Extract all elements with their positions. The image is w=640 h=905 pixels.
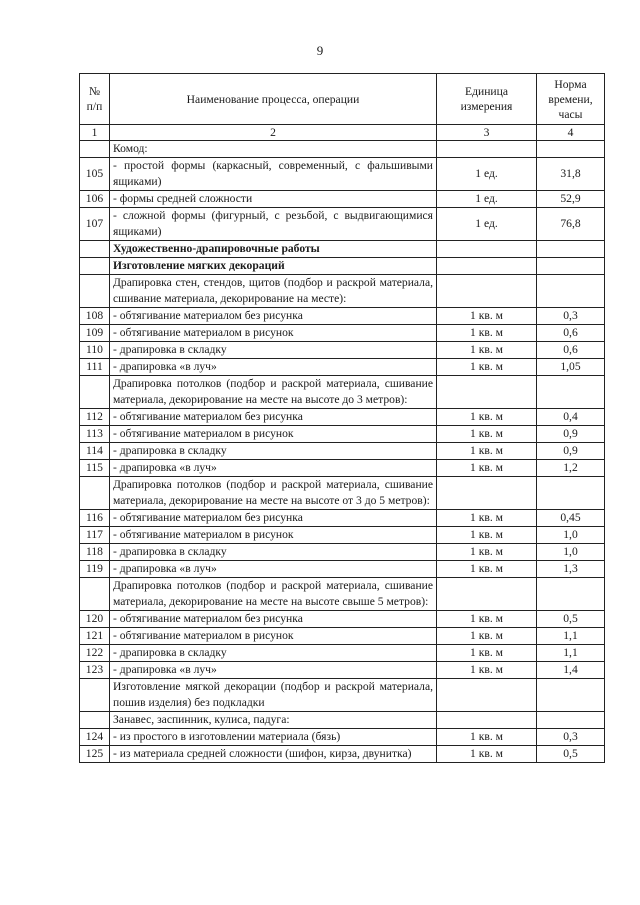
row-time-norm — [537, 141, 605, 158]
row-number: 105 — [80, 158, 110, 191]
table-row — [80, 628, 605, 645]
row-unit: 1 кв. м — [437, 729, 537, 746]
row-unit: 1 кв. м — [437, 342, 537, 359]
row-time-norm: 31,8 — [537, 158, 605, 191]
row-operation-name: - простой формы (каркасный, современный, с фальшивыми ящиками) — [110, 158, 437, 191]
row-unit — [437, 376, 537, 409]
row-operation-name: - драпировка «в луч» — [110, 359, 437, 376]
row-number — [80, 141, 110, 158]
row-number — [80, 376, 110, 409]
row-number: 107 — [80, 208, 110, 241]
row-time-norm: 76,8 — [537, 208, 605, 241]
row-unit: 1 кв. м — [437, 460, 537, 477]
row-unit: 1 кв. м — [437, 426, 537, 443]
header-norm: Норма времени, часы — [537, 74, 605, 125]
row-number: 106 — [80, 191, 110, 208]
column-index: 2 — [110, 125, 437, 141]
row-number — [80, 477, 110, 510]
table-row — [80, 679, 605, 712]
row-time-norm: 0,6 — [537, 342, 605, 359]
row-unit — [437, 679, 537, 712]
row-unit — [437, 141, 537, 158]
page-number: 9 — [316, 43, 324, 58]
row-time-norm: 1,3 — [537, 561, 605, 578]
table-row — [80, 544, 605, 561]
row-time-norm — [537, 275, 605, 308]
row-time-norm: 1,4 — [537, 662, 605, 679]
row-time-norm: 1,0 — [537, 544, 605, 561]
row-unit: 1 кв. м — [437, 325, 537, 342]
row-unit — [437, 275, 537, 308]
row-unit: 1 кв. м — [437, 359, 537, 376]
table-row — [80, 141, 605, 158]
row-number: 125 — [80, 746, 110, 763]
table-row — [80, 258, 605, 275]
table-row — [80, 578, 605, 611]
row-operation-name: - драпировка «в луч» — [110, 561, 437, 578]
row-time-norm: 0,9 — [537, 443, 605, 460]
table-row — [80, 241, 605, 258]
table-row — [80, 275, 605, 308]
row-operation-name: - из материала средней сложности (шифон, кирза, двунитка) — [110, 746, 437, 763]
row-operation-name: - обтягивание материалом без рисунка — [110, 510, 437, 527]
table-row — [80, 308, 605, 325]
row-number: 120 — [80, 611, 110, 628]
column-index: 1 — [80, 125, 110, 141]
row-time-norm — [537, 712, 605, 729]
row-operation-name: - формы средней сложности — [110, 191, 437, 208]
table-row — [80, 325, 605, 342]
table-row — [80, 426, 605, 443]
row-time-norm: 0,5 — [537, 746, 605, 763]
row-operation-name: - драпировка в складку — [110, 443, 437, 460]
table-row — [80, 645, 605, 662]
header-unit: Единица измерения — [437, 74, 537, 125]
table-header-row — [80, 74, 605, 125]
row-number: 124 — [80, 729, 110, 746]
row-time-norm: 0,5 — [537, 611, 605, 628]
row-unit: 1 кв. м — [437, 611, 537, 628]
table-row — [80, 510, 605, 527]
table-row — [80, 359, 605, 376]
row-time-norm — [537, 258, 605, 275]
row-operation-name: - обтягивание материалом в рисунок — [110, 325, 437, 342]
row-number — [80, 679, 110, 712]
row-time-norm: 0,4 — [537, 409, 605, 426]
table-row — [80, 443, 605, 460]
row-time-norm — [537, 578, 605, 611]
row-operation-name: - драпировка «в луч» — [110, 460, 437, 477]
row-unit: 1 кв. м — [437, 308, 537, 325]
row-number — [80, 712, 110, 729]
row-unit: 1 кв. м — [437, 409, 537, 426]
table-row — [80, 746, 605, 763]
row-operation-name: Изготовление мягких декораций — [110, 258, 437, 275]
row-time-norm — [537, 679, 605, 712]
column-index-row — [80, 125, 605, 141]
row-time-norm: 0,6 — [537, 325, 605, 342]
row-operation-name: Изготовление мягкой декорации (подбор и раскрой материала, пошив изделия) без подкладки — [110, 679, 437, 712]
row-operation-name: Драпировка стен, стендов, щитов (подбор и раскрой материала, сшивание материала, декорирование на месте): — [110, 275, 437, 308]
row-unit — [437, 241, 537, 258]
row-operation-name: - обтягивание материалом в рисунок — [110, 527, 437, 544]
row-time-norm: 0,45 — [537, 510, 605, 527]
row-time-norm — [537, 477, 605, 510]
table-row — [80, 409, 605, 426]
table-row — [80, 561, 605, 578]
row-unit — [437, 258, 537, 275]
table-row — [80, 191, 605, 208]
row-time-norm: 1,1 — [537, 628, 605, 645]
row-operation-name: - обтягивание материалом без рисунка — [110, 409, 437, 426]
row-operation-name: - из простого в изготовлении материала (бязь) — [110, 729, 437, 746]
row-unit — [437, 712, 537, 729]
column-index: 3 — [437, 125, 537, 141]
row-operation-name: Драпировка потолков (подбор и раскрой материала, сшивание материала, декорирование на месте на высоте свыше 5 метров): — [110, 578, 437, 611]
row-number: 116 — [80, 510, 110, 527]
row-operation-name: - обтягивание материалом без рисунка — [110, 308, 437, 325]
row-operation-name: - драпировка в складку — [110, 342, 437, 359]
row-unit: 1 кв. м — [437, 561, 537, 578]
row-operation-name: Комод: — [110, 141, 437, 158]
row-time-norm: 52,9 — [537, 191, 605, 208]
row-number: 119 — [80, 561, 110, 578]
row-unit: 1 кв. м — [437, 544, 537, 561]
row-unit: 1 кв. м — [437, 527, 537, 544]
table-row — [80, 477, 605, 510]
table-row — [80, 376, 605, 409]
table-row — [80, 611, 605, 628]
row-number — [80, 578, 110, 611]
row-number: 113 — [80, 426, 110, 443]
row-number: 121 — [80, 628, 110, 645]
row-number: 122 — [80, 645, 110, 662]
row-unit: 1 кв. м — [437, 746, 537, 763]
row-unit: 1 ед. — [437, 208, 537, 241]
row-unit: 1 кв. м — [437, 645, 537, 662]
row-number: 112 — [80, 409, 110, 426]
row-unit: 1 кв. м — [437, 443, 537, 460]
row-number: 115 — [80, 460, 110, 477]
row-number: 108 — [80, 308, 110, 325]
row-operation-name: Занавес, заспинник, кулиса, падуга: — [110, 712, 437, 729]
table-row — [80, 460, 605, 477]
row-unit — [437, 578, 537, 611]
column-index: 4 — [537, 125, 605, 141]
row-time-norm: 1,0 — [537, 527, 605, 544]
row-time-norm — [537, 376, 605, 409]
row-number: 118 — [80, 544, 110, 561]
row-unit: 1 ед. — [437, 158, 537, 191]
row-operation-name: Драпировка потолков (подбор и раскрой материала, сшивание материала, декорирование на месте на высоте от 3 до 5 метров): — [110, 477, 437, 510]
row-number: 111 — [80, 359, 110, 376]
row-unit: 1 кв. м — [437, 510, 537, 527]
row-operation-name: - драпировка в складку — [110, 645, 437, 662]
row-operation-name: - драпировка «в луч» — [110, 662, 437, 679]
row-operation-name: Драпировка потолков (подбор и раскрой материала, сшивание материала, декорирование на месте на высоте до 3 метров): — [110, 376, 437, 409]
row-time-norm: 0,3 — [537, 729, 605, 746]
table-row — [80, 729, 605, 746]
header-num: № п/п — [80, 74, 110, 125]
row-number: 110 — [80, 342, 110, 359]
row-operation-name: - драпировка в складку — [110, 544, 437, 561]
row-operation-name: - обтягивание материалом без рисунка — [110, 611, 437, 628]
row-time-norm: 1,2 — [537, 460, 605, 477]
row-time-norm — [537, 241, 605, 258]
table-row — [80, 158, 605, 191]
row-time-norm: 0,3 — [537, 308, 605, 325]
row-unit: 1 кв. м — [437, 628, 537, 645]
row-unit: 1 ед. — [437, 191, 537, 208]
row-number — [80, 275, 110, 308]
row-time-norm: 1,05 — [537, 359, 605, 376]
row-unit — [437, 477, 537, 510]
header-name: Наименование процесса, операции — [110, 74, 437, 125]
table-row — [80, 342, 605, 359]
row-operation-name: - обтягивание материалом в рисунок — [110, 628, 437, 645]
row-number: 117 — [80, 527, 110, 544]
row-operation-name: - обтягивание материалом в рисунок — [110, 426, 437, 443]
table-row — [80, 527, 605, 544]
row-number: 109 — [80, 325, 110, 342]
table-row — [80, 208, 605, 241]
row-number — [80, 258, 110, 275]
row-number: 114 — [80, 443, 110, 460]
row-time-norm: 0,9 — [537, 426, 605, 443]
row-number: 123 — [80, 662, 110, 679]
row-time-norm: 1,1 — [537, 645, 605, 662]
row-operation-name: Художественно-драпировочные работы — [110, 241, 437, 258]
row-operation-name: - сложной формы (фигурный, с резьбой, с выдвигающимися ящиками) — [110, 208, 437, 241]
row-number — [80, 241, 110, 258]
table-row — [80, 712, 605, 729]
table-body — [80, 141, 605, 763]
norms-table — [79, 73, 605, 763]
table-row — [80, 662, 605, 679]
row-unit: 1 кв. м — [437, 662, 537, 679]
